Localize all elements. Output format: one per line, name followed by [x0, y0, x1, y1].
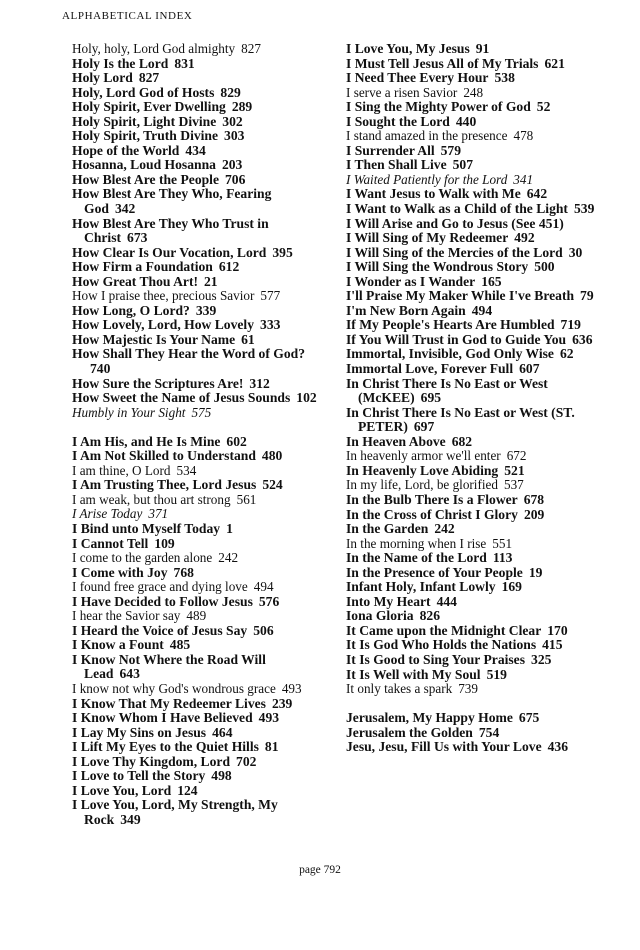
index-entry	[72, 377, 320, 392]
hymn-number: 434	[185, 142, 206, 158]
hymn-number: 333	[260, 317, 281, 333]
hymn-number: 109	[154, 535, 175, 551]
hymn-title: I stand amazed in the presence	[346, 128, 508, 144]
hymn-number: 91	[475, 41, 490, 56]
hymn-title: I found free grace and dying love	[72, 579, 248, 595]
hymn-number: 636	[572, 331, 593, 347]
hymn-title: I am thine, O Lord	[72, 462, 171, 478]
hymn-number: 349	[120, 811, 141, 827]
hymn-title: I Will Sing of My Redeemer	[346, 230, 509, 246]
hymn-number: 697	[413, 419, 435, 435]
index-entry	[346, 71, 622, 86]
index-entry	[72, 173, 320, 188]
hymn-title: Jerusalem, My Happy Home	[346, 710, 513, 726]
hymn-number: 242	[218, 550, 239, 566]
index-entry	[72, 289, 320, 304]
index-entry	[346, 580, 622, 595]
hymn-title: Iona Gloria	[346, 608, 414, 624]
hymn-title: I Love You, Lord, My Strength, My Rock	[72, 797, 278, 827]
hymn-title: I Have Decided to Follow Jesus	[72, 593, 253, 609]
hymn-number: 464	[212, 724, 233, 740]
hymn-number: 1	[226, 521, 233, 536]
hymn-number: 492	[514, 230, 535, 246]
hymn-title: Holy Spirit, Light Divine	[72, 113, 217, 129]
hymn-title: I'm New Born Again	[346, 302, 466, 318]
hymn-title: I Love You, My Jesus	[346, 41, 470, 56]
hymn-title: Jesu, Jesu, Fill Us with Your Love	[346, 739, 542, 755]
hymn-number: 643	[119, 666, 140, 682]
hymn-title: How Shall They Hear the Word of God?	[72, 346, 306, 362]
hymn-number: 524	[262, 477, 283, 493]
hymn-title: I hear the Savior say	[72, 608, 181, 624]
section-gap	[346, 697, 622, 712]
index-entry	[346, 682, 622, 697]
hymn-number: 534	[176, 462, 197, 478]
index-entry	[346, 129, 622, 144]
hymn-number: 561	[236, 491, 257, 507]
hymn-title: In Heaven Above	[346, 433, 446, 449]
hymn-title: How Sweet the Name of Jesus Sounds	[72, 390, 291, 406]
hymn-number: 493	[258, 710, 280, 726]
index-entry	[72, 609, 320, 624]
hymn-number: 325	[531, 651, 552, 667]
index-entry	[72, 333, 320, 348]
hymn-title: Hosanna, Loud Hosanna	[72, 157, 216, 173]
index-entry	[346, 609, 622, 624]
hymn-title: I Arise Today	[72, 506, 143, 522]
hymn-number: 827	[241, 41, 261, 56]
index-entry	[72, 551, 320, 566]
hymn-number: 575	[191, 404, 212, 420]
hymn-title: How Majestic Is Your Name	[72, 331, 236, 347]
hymn-number: 79	[580, 288, 594, 304]
index-entry	[346, 478, 622, 493]
hymn-title: I Want to Walk as a Child of the Light	[346, 201, 568, 217]
hymn-number: 537	[503, 477, 524, 493]
hymn-number: 489	[186, 608, 207, 624]
hymn-number: 519	[486, 666, 507, 682]
hymn-number: 642	[526, 186, 548, 202]
index-column-left	[72, 42, 320, 827]
hymn-title: It Is Good to Sing Your Praises	[346, 651, 526, 667]
index-entry	[72, 42, 320, 57]
hymn-title: I know not why God's wondrous grace	[72, 681, 276, 697]
index-entry	[72, 187, 320, 216]
hymn-number: 165	[481, 273, 502, 289]
hymn-title: I Want Jesus to Walk with Me	[346, 186, 521, 202]
hymn-title: Holy, Lord God of Hosts	[72, 84, 215, 100]
hymn-number: 52	[536, 99, 551, 115]
index-entry	[346, 144, 622, 159]
index-entry	[346, 275, 622, 290]
index-entry	[346, 653, 622, 668]
index-entry	[346, 260, 622, 275]
hymn-title: Immortal, Invisible, God Only Wise	[346, 346, 554, 362]
hymn-title: Infant Holy, Infant Lowly	[346, 579, 496, 595]
index-entry	[72, 144, 320, 159]
index-entry	[72, 275, 320, 290]
hymn-number: 444	[436, 593, 457, 609]
index-entry	[72, 129, 320, 144]
hymn-number: 485	[169, 637, 191, 653]
index-entry	[72, 57, 320, 72]
hymn-number: 239	[271, 695, 293, 711]
hymn-number: 521	[504, 462, 525, 478]
index-entry	[72, 464, 320, 479]
hymn-number: 675	[518, 710, 540, 726]
hymn-title: I Know Whom I Have Believed	[72, 710, 253, 726]
hymn-title: I Am His, and He Is Mine	[72, 433, 221, 449]
index-entry	[72, 304, 320, 319]
index-entry	[346, 406, 622, 435]
index-entry	[72, 682, 320, 697]
index-entry	[72, 711, 320, 726]
index-entry	[72, 653, 320, 682]
hymn-number: 551	[492, 535, 513, 551]
hymn-number: 436	[547, 739, 569, 755]
hymn-title: I'll Praise My Maker While I've Breath	[346, 288, 575, 304]
hymn-title: How Blest Are the People	[72, 171, 219, 187]
hymn-number: 719	[560, 317, 581, 333]
index-entry	[72, 624, 320, 639]
hymn-number: 577	[260, 288, 281, 304]
index-entry	[346, 347, 622, 362]
hymn-number: 602	[226, 433, 247, 449]
index-entry	[72, 537, 320, 552]
hymn-number: 500	[534, 259, 555, 275]
hymn-title: I Know a Fount	[72, 637, 164, 653]
hymn-title: Hope of the World	[72, 142, 180, 158]
hymn-number: 113	[492, 550, 513, 566]
hymn-title: How Firm a Foundation	[72, 259, 213, 275]
index-entry	[346, 289, 622, 304]
hymn-number: 754	[478, 724, 500, 740]
hymn-number: 539	[573, 201, 595, 217]
hymn-number: 339	[195, 302, 217, 318]
index-entry	[346, 449, 622, 464]
index-entry	[72, 246, 320, 261]
hymn-title: Into My Heart	[346, 593, 431, 609]
hymn-number: 342	[114, 201, 136, 217]
index-entry	[72, 740, 320, 755]
hymn-number: 124	[177, 782, 198, 798]
index-entry	[346, 522, 622, 537]
hymn-title: If My People's Hearts Are Humbled	[346, 317, 555, 333]
hymn-number: 673	[127, 230, 148, 246]
index-entry	[346, 217, 622, 232]
index-entry	[72, 493, 320, 508]
hymn-title: In the Bulb There Is a Flower	[346, 491, 518, 507]
index-entry	[346, 668, 622, 683]
hymn-title: It Came upon the Midnight Clear	[346, 622, 542, 638]
hymn-title: In the Name of the Lord	[346, 550, 487, 566]
hymn-title: How I praise thee, precious Savior	[72, 288, 255, 304]
index-entry	[346, 493, 622, 508]
index-entry	[72, 522, 320, 537]
hymn-number: 169	[501, 579, 522, 595]
hymn-number: 739	[458, 681, 478, 697]
hymn-number: 303	[224, 128, 245, 144]
hymn-title: I Cannot Tell	[72, 535, 149, 551]
hymn-title: I serve a risen Savior	[346, 84, 458, 100]
hymn-title: I Surrender All	[346, 142, 435, 158]
index-entry	[346, 638, 622, 653]
hymn-number: 498	[211, 768, 232, 784]
index-entry	[72, 769, 320, 784]
hymn-number: 678	[523, 491, 545, 507]
hymn-number: 81	[264, 739, 279, 755]
index-entry	[346, 508, 622, 523]
hymn-title: Jerusalem the Golden	[346, 724, 473, 740]
hymn-title: I Bind unto Myself Today	[72, 521, 221, 536]
hymn-title: I Know Not Where the Road Will Lead	[72, 651, 266, 682]
index-entry	[72, 318, 320, 333]
hymn-number: 289	[231, 99, 253, 115]
index-entry	[346, 377, 622, 406]
index-entry	[346, 231, 622, 246]
hymn-number: 612	[218, 259, 240, 275]
index-entry	[72, 217, 320, 246]
hymn-title: I come to the garden alone	[72, 550, 213, 566]
hymn-title: I Will Sing the Wondrous Story	[346, 259, 529, 275]
hymn-number: 242	[434, 521, 455, 537]
index-entry	[346, 711, 622, 726]
index-entry	[346, 333, 622, 348]
hymn-number: 209	[523, 506, 545, 522]
index-entry	[72, 391, 320, 406]
hymn-number: 371	[148, 506, 169, 522]
hymn-number: 312	[249, 375, 270, 391]
hymn-number: 768	[173, 564, 194, 580]
index-entry	[72, 406, 320, 421]
hymn-title: Humbly in Your Sight	[72, 404, 186, 420]
index-entry	[346, 304, 622, 319]
hymn-number: 672	[506, 448, 527, 464]
hymn-number: 706	[225, 171, 246, 187]
hymn-title: I Will Arise and Go to Jesus (See 451)	[346, 215, 564, 231]
hymn-title: How Blest Are They Who Trust in Christ	[72, 215, 269, 246]
hymn-title: I Am Trusting Thee, Lord Jesus	[72, 477, 257, 493]
hymn-title: If You Will Trust in God to Guide You	[346, 331, 567, 347]
index-entry	[72, 478, 320, 493]
hymn-title: Holy Is the Lord	[72, 55, 169, 71]
index-entry	[346, 187, 622, 202]
hymn-number: 682	[451, 433, 473, 449]
hymn-title: I Am Not Skilled to Understand	[72, 448, 256, 464]
hymn-number: 62	[559, 346, 574, 362]
hymn-title: I Will Sing of the Mercies of the Lord	[346, 244, 563, 260]
hymn-number: 607	[519, 361, 540, 377]
hymn-number: 827	[138, 70, 160, 86]
hymn-title: Holy Lord	[72, 70, 133, 86]
hymn-number: 506	[253, 622, 274, 638]
hymn-number: 21	[204, 273, 218, 289]
index-entry	[72, 507, 320, 522]
index-entry	[346, 246, 622, 261]
index-entry	[346, 86, 622, 101]
hymn-title: How Long, O Lord?	[72, 302, 190, 318]
index-entry	[72, 580, 320, 595]
hymn-title: In the morning when I rise	[346, 535, 487, 551]
hymn-title: I Wonder as I Wander	[346, 273, 476, 289]
hymn-number: 341	[513, 171, 534, 187]
hymn-number: 829	[220, 84, 241, 100]
hymn-title: In Heavenly Love Abiding	[346, 462, 499, 478]
hymn-title: I Love Thy Kingdom, Lord	[72, 753, 231, 769]
hymn-number: 480	[261, 448, 283, 464]
hymn-number: 478	[513, 128, 534, 144]
hymn-title: How Sure the Scriptures Are!	[72, 375, 244, 391]
hymn-title: How Lovely, Lord, How Lovely	[72, 317, 255, 333]
index-entry	[72, 71, 320, 86]
index-entry	[72, 115, 320, 130]
index-entry	[346, 42, 622, 57]
hymn-title: I Come with Joy	[72, 564, 168, 580]
index-entry	[72, 435, 320, 450]
page-header: ALPHABETICAL INDEX	[62, 10, 193, 22]
index-entry	[346, 115, 622, 130]
hymn-number: 302	[222, 113, 243, 129]
hymn-number: 61	[241, 331, 255, 347]
hymn-title: It Is God Who Holds the Nations	[346, 637, 537, 653]
hymn-number: 440	[455, 113, 477, 129]
hymn-number: 579	[440, 142, 462, 158]
hymn-title: In Christ There Is No East or West (ST. PETER)	[346, 404, 575, 435]
index-entry	[346, 566, 622, 581]
hymn-title: I Lay My Sins on Jesus	[72, 724, 207, 740]
hymn-title: In the Presence of Your People	[346, 564, 523, 580]
hymn-title: In Christ There Is No East or West (McKEE)	[346, 375, 548, 406]
hymn-number: 102	[296, 390, 317, 406]
hymn-title: I Heard the Voice of Jesus Say	[72, 622, 248, 638]
index-entry	[346, 100, 622, 115]
index-entry	[72, 86, 320, 101]
hymn-title: I Then Shall Live	[346, 157, 447, 173]
index-entry	[346, 726, 622, 741]
hymn-title: I Sing the Mighty Power of God	[346, 99, 531, 115]
hymn-title: How Blest Are They Who, Fearing God	[72, 186, 272, 217]
index-entry	[72, 595, 320, 610]
hymn-number: 170	[547, 622, 568, 638]
index-entry	[346, 624, 622, 639]
hymn-title: I Need Thee Every Hour	[346, 70, 489, 86]
hymn-number: 494	[471, 302, 493, 318]
index-entry	[346, 57, 622, 72]
index-entry	[346, 158, 622, 173]
index-entry	[72, 449, 320, 464]
index-entry	[346, 362, 622, 377]
hymn-number: 494	[253, 579, 274, 595]
hymn-number: 538	[494, 70, 515, 86]
hymn-number: 493	[281, 681, 302, 697]
index-entry	[72, 347, 320, 376]
index-entry	[346, 595, 622, 610]
hymn-title: I Waited Patiently for the Lord	[346, 171, 508, 187]
index-entry	[72, 697, 320, 712]
hymn-title: In my life, Lord, be glorified	[346, 477, 498, 493]
hymn-title: I Love You, Lord	[72, 782, 172, 798]
hymn-number: 831	[174, 55, 195, 71]
hymn-title: It Is Well with My Soul	[346, 666, 481, 682]
hymn-number: 19	[528, 564, 543, 580]
hymn-title: How Great Thou Art!	[72, 273, 198, 289]
page-number: page 792	[299, 864, 341, 876]
index-entry	[72, 158, 320, 173]
index-entry	[346, 318, 622, 333]
hymn-title: Immortal Love, Forever Full	[346, 361, 514, 377]
index-entry	[346, 551, 622, 566]
hymn-number: 702	[236, 753, 257, 769]
hymn-title: It only takes a spark	[346, 681, 453, 697]
hymn-title: I am weak, but thou art strong	[72, 491, 231, 507]
hymn-number: 248	[463, 84, 484, 100]
index-entry	[72, 784, 320, 799]
hymn-number: 621	[544, 55, 565, 71]
index-entry	[72, 638, 320, 653]
index-entry	[72, 755, 320, 770]
hymn-number: 415	[542, 637, 563, 653]
index-column-right	[346, 42, 622, 755]
index-entry	[346, 435, 622, 450]
index-entry	[72, 100, 320, 115]
index-entry	[346, 740, 622, 755]
hymn-title: Holy, holy, Lord God almighty	[72, 41, 236, 56]
hymn-number: 576	[258, 593, 280, 609]
index-entry	[346, 464, 622, 479]
index-entry	[72, 566, 320, 581]
index-entry	[72, 798, 320, 827]
hymn-title: Holy Spirit, Ever Dwelling	[72, 99, 226, 115]
hymn-title: Holy Spirit, Truth Divine	[72, 128, 219, 144]
hymn-number: 395	[272, 244, 293, 260]
index-entry	[72, 726, 320, 741]
index-entry	[346, 537, 622, 552]
hymn-title: I Lift My Eyes to the Quiet Hills	[72, 739, 259, 755]
hymn-number: 826	[419, 608, 440, 624]
hymn-title: I Must Tell Jesus All of My Trials	[346, 55, 539, 71]
hymn-title: How Clear Is Our Vocation, Lord	[72, 244, 267, 260]
hymn-number: 203	[221, 157, 243, 173]
hymn-title: I Sought the Lord	[346, 113, 450, 129]
hymn-title: In heavenly armor we'll enter	[346, 448, 501, 464]
hymn-number: 30	[568, 244, 583, 260]
hymn-title: In the Cross of Christ I Glory	[346, 506, 518, 522]
index-entry	[72, 260, 320, 275]
hymn-title: In the Garden	[346, 521, 429, 537]
hymn-title: I Love to Tell the Story	[72, 768, 206, 784]
index-entry	[346, 202, 622, 217]
hymn-number: 695	[420, 390, 442, 406]
hymn-number: 507	[452, 157, 473, 173]
hymn-number: 740	[90, 361, 111, 377]
index-entry	[346, 173, 622, 188]
section-gap	[72, 420, 320, 435]
hymn-title: I Know That My Redeemer Lives	[72, 695, 266, 711]
